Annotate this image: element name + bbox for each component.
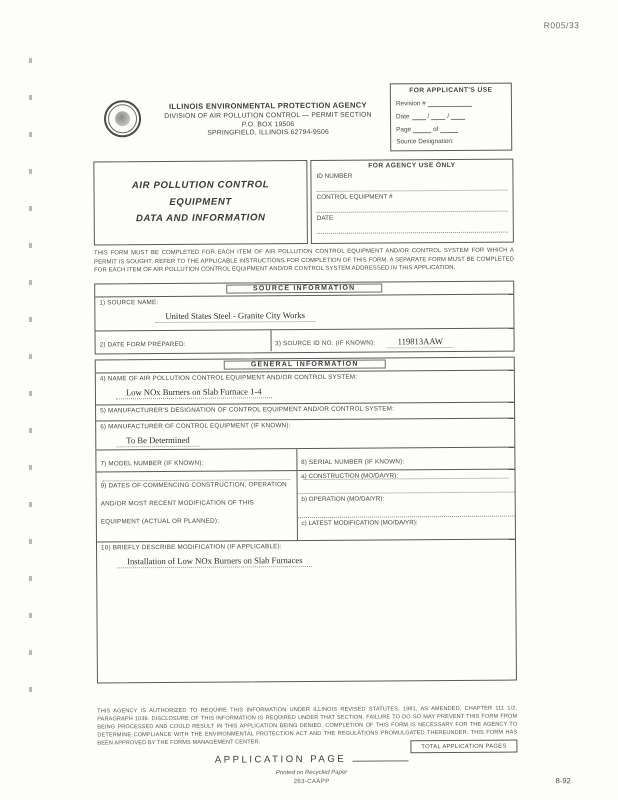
date-form-prepared-label: 2) DATE FORM PREPARED: [99,340,186,349]
form-title-line-1: AIR POLLUTION CONTROL [131,179,270,192]
source-name-field [95,295,513,331]
operation-date-field: b) OPERATION (MO/DA/YR): [297,493,515,518]
source-name-value: United States Steel - Granite City Works [155,310,315,323]
source-id-label: 3) SOURCE ID NO. (IF KNOWN): [275,339,376,348]
date-slash-2: / [447,113,450,121]
control-equipment-name-value: Low NOx Burners on Slab Furnace 1-4 [116,386,272,399]
id-number-label: ID NUMBER [316,172,353,180]
page-of-label: of [433,126,439,134]
application-page-label: APPLICATION PAGE [214,753,347,766]
source-designation-label: Source Designation: [396,137,454,146]
agency-po-box: P.O. BOX 19506 [241,120,295,128]
manufacturer-label: 6) MANUFACTURER OF CONTROL EQUIPMENT (IF KNOWN): [100,422,291,431]
form-instructions: THIS FORM MUST BE COMPLETED FOR EACH ITEM OF AIR POLLUTION CONTROL EQUIPMENT AND/OR CONTROL SYSTEM FOR WHICH A PERMIT IS SOUGHT. REFER TO THE APPLICABLE INSTRUCTIONS FOR COMPLETION OF THIS FORM. A SEPARATE FORM MUST BE COMPLETED FOR EACH ITEM OF AIR POLLUTION CONTROL EQUIPMENT AND/OR CONTROL SYSTEM ADDRESSED IN THIS APPLICATION. [93,247,515,274]
fax-page-code: R005/33 [543,20,580,31]
date-label: Date [396,113,410,121]
commencement-dates-subfields [297,470,515,541]
source-information-section [94,281,514,355]
agency-name: ILLINOIS ENVIRONMENTAL PROTECTION AGENCY [168,100,367,111]
construction-date-field: a) CONSTRUCTION (MO/DA/YR): [297,470,515,495]
source-designation-field [396,138,506,146]
serial-number-field [297,448,515,471]
agency-header [136,100,400,138]
page-field [396,125,506,134]
serial-number-label: 8) SERIAL NUMBER (IF KNOWN): [301,458,405,467]
for-applicants-use-box [390,83,512,152]
agency-division: DIVISION OF AIR POLLUTION CONTROL — PERMIT SECTION [164,111,372,121]
page-label: Page [396,126,412,134]
control-equipment-name-label: 4) NAME OF AIR POLLUTION CONTROL EQUIPMENT AND/OR CONTROL SYSTEM: [99,373,358,383]
modification-description-value: Installation of Low NOx Burners on Slab Furnaces [117,555,313,568]
control-equipment-number-label: CONTROL EQUIPMENT # [316,193,393,201]
agency-date-label: DATE [316,214,334,222]
form-number: 263-CAAPP [293,778,330,786]
model-serial-row [96,448,514,473]
form-title-line-2: EQUIPMENT [169,196,232,208]
agency-date-field [317,212,508,234]
manufacturer-designation-label: 5) MANUFACTURER'S DESIGNATION OF CONTROL EQUIPMENT AND/OR CONTROL SYSTEM: [100,405,395,415]
form-title-box [93,160,308,245]
id-number-field [316,170,507,192]
date-slash-1: / [427,113,430,121]
total-application-pages-label: TOTAL APPLICATION PAGES [421,743,507,750]
control-equipment-number-field [317,191,508,213]
source-name-label: 1) SOURCE NAME: [99,299,159,307]
revision-label: Revision # [395,100,426,108]
date-day-blank [431,112,445,120]
source-information-title-text: SOURCE INFORMATION [226,283,382,293]
application-page-line [2,751,618,767]
source-id-field [271,329,514,352]
control-equipment-name-field [96,371,514,406]
recycled-paper-note: Printed on Recycled Paper [275,769,348,777]
manufacturer-field [96,419,514,451]
legal-notice: THIS AGENCY IS AUTHORIZED TO REQUIRE THIS INFORMATION UNDER ILLINOIS REVISED STATUTES, 1991, AS AMENDED, CHAPTER 111 1/2, PARAGRAPH 1039. DISCLOSURE OF THIS INFORMATION IS REQUIRED UNDER THAT SECTION. FAILURE TO DO SO MAY PREVENT THIS FORM FROM BEING PROCESSED AND COULD RESULT IN THIS APPLICATION BEING DENIED. COMPLETION OF THIS FORM IS NECESSARY FOR THE AGENCY TO DETERMINE COMPLIANCE WITH THE ENVIRONMENTAL PROTECTION ACT AND THE REGULATIONS PROMULGATED THEREUNDER. THIS FORM HAS BEEN APPROVED BY THE FORMS MANAGEMENT CENTER. [97,705,518,747]
page-number-blank [413,125,431,133]
agency-use-title: FOR AGENCY USE ONLY [368,161,456,170]
model-number-field [96,449,297,471]
page-total-blank [440,125,458,133]
commencement-dates-field [97,471,298,541]
date-form-prepared-field [96,330,272,352]
revision-field [396,99,506,108]
source-info-bottom-row [96,328,514,353]
source-id-value: 119813AAW [388,336,453,348]
revision-blank [428,99,472,107]
date-year-blank [451,112,465,120]
manufacturer-value: To Be Determined [116,435,199,448]
form-revision-date: 8-92 [555,776,571,786]
commencement-dates-label: 9) DATES OF COMMENCING CONSTRUCTION, OPERATION AND/OR MOST RECENT MODIFICATION OF THIS EQUIPMENT (ACTUAL OR PLANNED): [100,481,287,526]
agency-city-state-zip: SPRINGFIELD, ILLINOIS 62794-9506 [207,128,329,137]
commencement-dates-row [97,470,515,543]
date-month-blank [411,112,425,120]
date-field [396,112,506,121]
general-information-section [95,357,517,684]
modification-description-field [97,540,516,685]
modification-description-label: 10) BRIEFLY DESCRIBE MODIFICATION (IF APPLICABLE): [101,543,282,552]
form-title-line-3: DATA AND INFORMATION [135,212,266,225]
application-page-blank [352,752,408,761]
for-agency-use-box [310,159,514,244]
model-number-label: 7) MODEL NUMBER (IF KNOWN): [100,459,204,468]
general-information-title-text: GENERAL INFORMATION [224,359,386,369]
latest-modification-date-field: c) LATEST MODIFICATION (MO/DA/YR): [301,518,418,527]
applicant-box-title: FOR APPLICANT'S USE [409,86,493,95]
